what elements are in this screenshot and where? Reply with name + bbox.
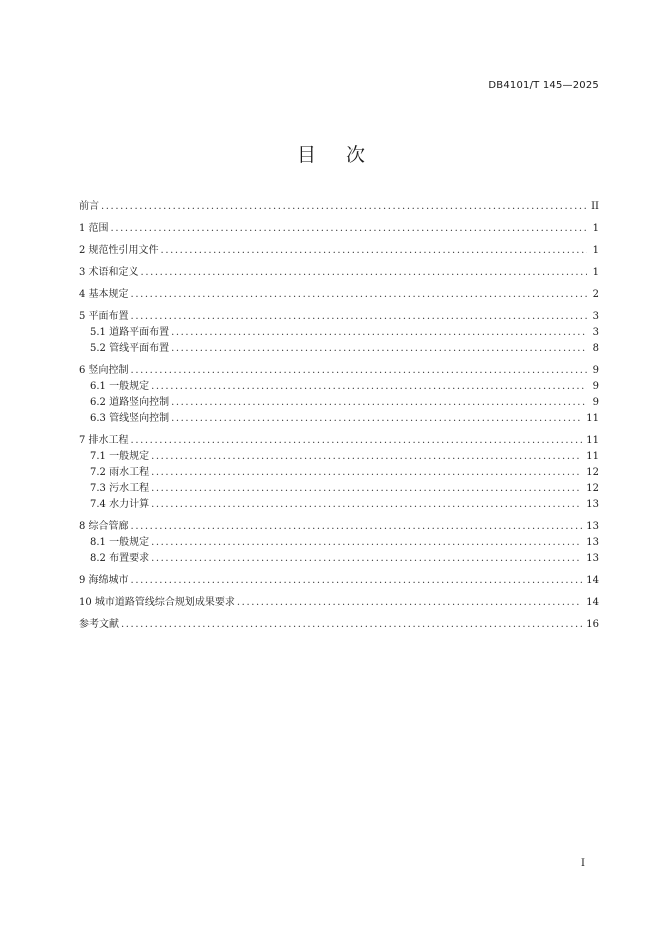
toc-leader-dots — [151, 497, 582, 513]
toc-entry-page: II — [591, 201, 599, 212]
toc-entry[interactable] — [79, 497, 599, 513]
toc-leader-dots — [151, 465, 582, 481]
toc-entry-label: 7.3 污水工程 — [90, 483, 150, 494]
toc-entry-page: 3 — [592, 311, 599, 322]
toc-entry-page: 9 — [592, 365, 599, 376]
toc-entry-label: 6.2 道路竖向控制 — [90, 397, 170, 408]
toc-entry-label: 6.1 一般规定 — [90, 381, 150, 392]
toc-entry-label: 7 排水工程 — [79, 435, 129, 446]
toc-entry-page: 12 — [586, 483, 599, 494]
toc-entry[interactable] — [79, 411, 599, 427]
toc-entry[interactable] — [79, 551, 599, 567]
toc-entry-page: 13 — [586, 499, 599, 510]
toc-entry-label: 3 术语和定义 — [79, 267, 139, 278]
toc-entry-page: 14 — [586, 575, 599, 586]
toc-entry-page: 13 — [586, 537, 599, 548]
toc-entry-label: 7.2 雨水工程 — [90, 467, 150, 478]
toc-entry-page: 9 — [592, 397, 599, 408]
toc-entry[interactable] — [79, 535, 599, 551]
toc-entry-label: 2 规范性引用文件 — [79, 245, 159, 256]
toc-entry-label: 1 范围 — [79, 223, 109, 234]
toc-entry-page: 13 — [586, 553, 599, 564]
toc-leader-dots — [121, 617, 582, 633]
toc-entry[interactable] — [79, 433, 599, 449]
page-number: I — [581, 858, 585, 869]
toc-entry[interactable] — [79, 325, 599, 341]
toc-entry[interactable] — [79, 287, 599, 303]
toc-entry-page: 11 — [586, 413, 599, 424]
toc-entry-label: 7.1 一般规定 — [90, 451, 150, 462]
document-code: DB4101/T 145—2025 — [488, 80, 599, 91]
toc-entry-page: 11 — [586, 435, 599, 446]
toc-entry[interactable] — [79, 243, 599, 259]
toc-entry[interactable] — [79, 309, 599, 325]
toc-entry[interactable] — [79, 221, 599, 237]
page-title: 目次 — [296, 144, 395, 166]
toc-entry-page: 2 — [592, 289, 599, 300]
toc-entry-page: 8 — [592, 343, 599, 354]
toc-leader-dots — [131, 519, 583, 535]
toc-leader-dots — [171, 341, 587, 357]
toc-leader-dots — [171, 395, 587, 411]
toc-entry-page: 1 — [592, 245, 599, 256]
toc-entry-label: 参考文献 — [79, 619, 119, 630]
toc-entry[interactable] — [79, 481, 599, 497]
toc-entry-label: 4 基本规定 — [79, 289, 129, 300]
toc-leader-dots — [131, 309, 587, 325]
toc-entry[interactable] — [79, 265, 599, 281]
toc-entry[interactable] — [79, 519, 599, 535]
toc-entry[interactable] — [79, 363, 599, 379]
toc-leader-dots — [111, 221, 587, 237]
toc-leader-dots — [237, 595, 582, 611]
toc-entry-label: 8.1 一般规定 — [90, 537, 150, 548]
toc-leader-dots — [171, 411, 582, 427]
toc-leader-dots — [151, 379, 587, 395]
toc-entry-label: 5 平面布置 — [79, 311, 129, 322]
toc-leader-dots — [171, 325, 587, 341]
toc-leader-dots — [101, 199, 587, 215]
toc-entry[interactable] — [79, 465, 599, 481]
toc-entry-label: 6.3 管线竖向控制 — [90, 413, 170, 424]
toc-leader-dots — [131, 433, 583, 449]
toc-entry-page: 9 — [592, 381, 599, 392]
toc-entry-label: 前言 — [79, 201, 99, 212]
toc-leader-dots — [151, 535, 582, 551]
toc-leader-dots — [131, 287, 587, 303]
table-of-contents — [79, 199, 599, 633]
toc-entry-page: 16 — [586, 619, 599, 630]
toc-entry-page: 3 — [592, 327, 599, 338]
toc-entry[interactable] — [79, 573, 599, 589]
toc-leader-dots — [151, 551, 582, 567]
toc-entry-page: 12 — [586, 467, 599, 478]
toc-entry[interactable] — [79, 379, 599, 395]
toc-entry-label: 7.4 水力计算 — [90, 499, 150, 510]
toc-entry-page: 1 — [592, 267, 599, 278]
toc-leader-dots — [151, 449, 582, 465]
toc-entry-label: 8 综合管廊 — [79, 521, 129, 532]
toc-entry-label: 9 海绵城市 — [79, 575, 129, 586]
toc-entry[interactable] — [79, 395, 599, 411]
toc-leader-dots — [131, 363, 587, 379]
toc-entry[interactable] — [79, 341, 599, 357]
toc-entry-page: 11 — [586, 451, 599, 462]
toc-entry[interactable] — [79, 595, 599, 611]
toc-entry-page: 1 — [592, 223, 599, 234]
toc-entry-label: 10 城市道路管线综合规划成果要求 — [79, 597, 235, 608]
toc-leader-dots — [141, 265, 587, 281]
toc-entry[interactable] — [79, 617, 599, 633]
toc-entry-label: 5.1 道路平面布置 — [90, 327, 170, 338]
toc-entry-label: 8.2 布置要求 — [90, 553, 150, 564]
toc-entry-page: 14 — [586, 597, 599, 608]
toc-leader-dots — [161, 243, 587, 259]
toc-entry[interactable] — [79, 449, 599, 465]
toc-leader-dots — [151, 481, 582, 497]
toc-entry[interactable] — [79, 199, 599, 215]
toc-entry-label: 6 竖向控制 — [79, 365, 129, 376]
toc-leader-dots — [131, 573, 583, 589]
toc-entry-label: 5.2 管线平面布置 — [90, 343, 170, 354]
toc-entry-page: 13 — [586, 521, 599, 532]
